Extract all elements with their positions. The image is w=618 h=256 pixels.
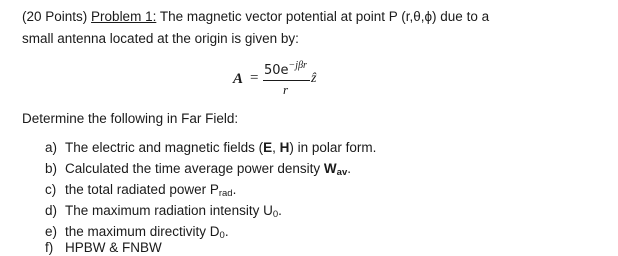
problem-label: Problem 1: xyxy=(91,9,157,24)
item-text: . xyxy=(224,224,229,239)
item-text: . xyxy=(232,182,237,197)
item-subscript: av xyxy=(336,167,348,178)
statement-line-1: The magnetic vector potential at point P (r,θ,ϕ) due to a xyxy=(156,9,490,24)
item-b xyxy=(45,161,351,181)
item-letter: f) xyxy=(45,240,54,255)
item-text: . xyxy=(278,203,282,218)
item-text: Calculated the time average power density xyxy=(65,161,324,176)
equation-numerator-base: 50e xyxy=(264,63,289,78)
item-f xyxy=(45,240,162,256)
item-d xyxy=(45,203,282,223)
item-text: ) in polar form. xyxy=(289,140,377,155)
item-bold-w: W xyxy=(323,161,337,176)
item-letter: a) xyxy=(45,140,58,155)
item-subscript: rad xyxy=(218,188,233,199)
item-subscript: 0 xyxy=(272,209,279,220)
fraction-bar xyxy=(263,80,310,81)
item-text: the maximum directivity D xyxy=(65,224,220,239)
item-text: the total radiated power P xyxy=(65,182,219,197)
item-text: . xyxy=(347,161,351,176)
item-text: , xyxy=(272,140,280,155)
instruction-text: Determine the following in Far Field: xyxy=(22,111,239,126)
item-text: The electric and magnetic fields ( xyxy=(65,140,264,155)
equation-lhs: A xyxy=(233,71,244,87)
item-text: The maximum radiation intensity U xyxy=(65,203,273,218)
item-letter: b) xyxy=(45,161,58,176)
unit-vector-z: ẑ xyxy=(311,71,317,86)
equation-denominator: r xyxy=(283,82,289,97)
item-letter: e) xyxy=(45,224,58,239)
item-a xyxy=(45,140,376,156)
item-letter: d) xyxy=(45,203,58,218)
equation-equals: = xyxy=(250,70,259,86)
equation-numerator xyxy=(264,60,307,78)
statement-line-2: small antenna located at the origin is given by: xyxy=(22,31,299,46)
item-text: HPBW & FNBW xyxy=(65,240,162,255)
problem-header xyxy=(22,9,489,25)
item-bold-h: H xyxy=(279,140,290,155)
item-letter: c) xyxy=(45,182,57,197)
item-c xyxy=(45,182,236,202)
equation-exponent: −jβr xyxy=(288,60,307,71)
item-bold-e: E xyxy=(263,140,273,155)
item-subscript: 0 xyxy=(219,230,225,241)
points-label: (20 Points) xyxy=(22,9,88,24)
